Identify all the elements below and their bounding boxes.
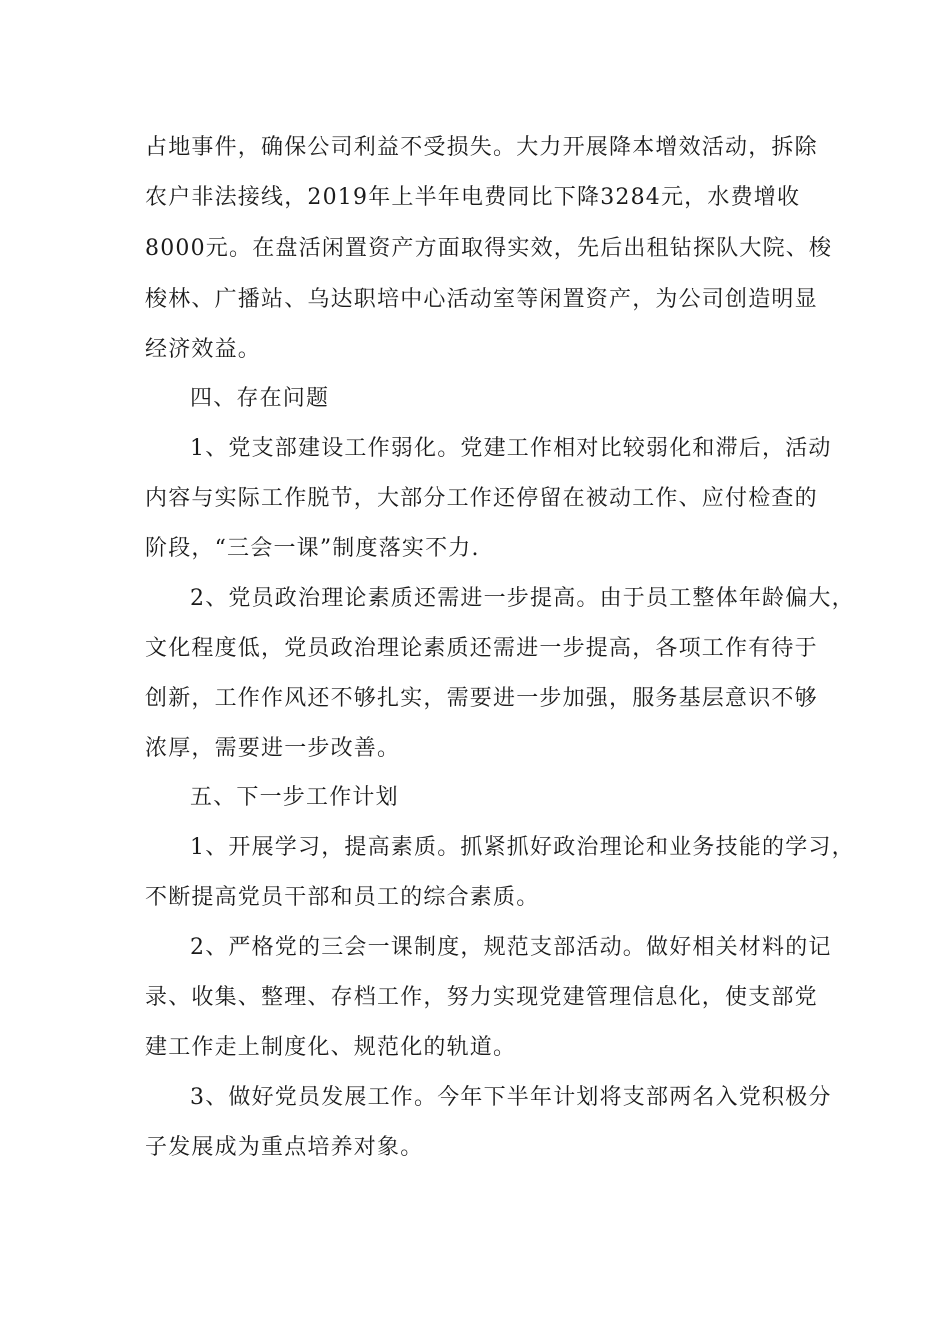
paragraph-line: 子发展成为重点培养对象。 [145, 1135, 424, 1160]
paragraph-line: 建工作走上制度化、规范化的轨道。 [145, 1035, 517, 1060]
paragraph-line: 浓厚，需要进一步改善。 [145, 736, 401, 761]
section-heading-problems: 四、存在问题 [190, 386, 330, 411]
paragraph-line: 梭林、广播站、乌达职培中心活动室等闲置资产，为公司创造明显 [145, 287, 818, 312]
paragraph-line: 占地事件，确保公司利益不受损失。大力开展降本增效活动，拆除 [145, 135, 818, 160]
paragraph-line: 阶段，“三会一课”制度落实不力. [145, 536, 480, 561]
paragraph-line: 创新，工作作风还不够扎实，需要进一步加强，服务基层意识不够 [145, 686, 818, 711]
paragraph-line: 录、收集、整理、存档工作，努力实现党建管理信息化，使支部党 [145, 985, 818, 1010]
section-heading-next-plan: 五、下一步工作计划 [190, 785, 399, 810]
paragraph-line: 1、开展学习，提高素质。抓紧抓好政治理论和业务技能的学习， [190, 835, 855, 860]
paragraph-line: 2、严格党的三会一课制度，规范支部活动。做好相关材料的记 [190, 935, 832, 960]
paragraph-line: 3、做好党员发展工作。今年下半年计划将支部两名入党积极分 [190, 1085, 832, 1110]
paragraph-line: 农户非法接线，2019年上半年电费同比下降3284元，水费增收 [145, 185, 801, 210]
paragraph-line: 文化程度低，党员政治理论素质还需进一步提高，各项工作有待于 [145, 636, 818, 661]
paragraph-line: 8000元。在盘活闲置资产方面取得实效，先后出租钻探队大院、梭 [145, 236, 833, 261]
paragraph-line: 2、党员政治理论素质还需进一步提高。由于员工整体年龄偏大， [190, 586, 855, 611]
paragraph-line: 经济效益。 [145, 337, 262, 362]
paragraph-line: 不断提高党员干部和员工的综合素质。 [145, 885, 540, 910]
paragraph-line: 内容与实际工作脱节，大部分工作还停留在被动工作、应付检查的 [145, 486, 818, 511]
paragraph-line: 1、党支部建设工作弱化。党建工作相对比较弱化和滞后，活动 [190, 436, 832, 461]
